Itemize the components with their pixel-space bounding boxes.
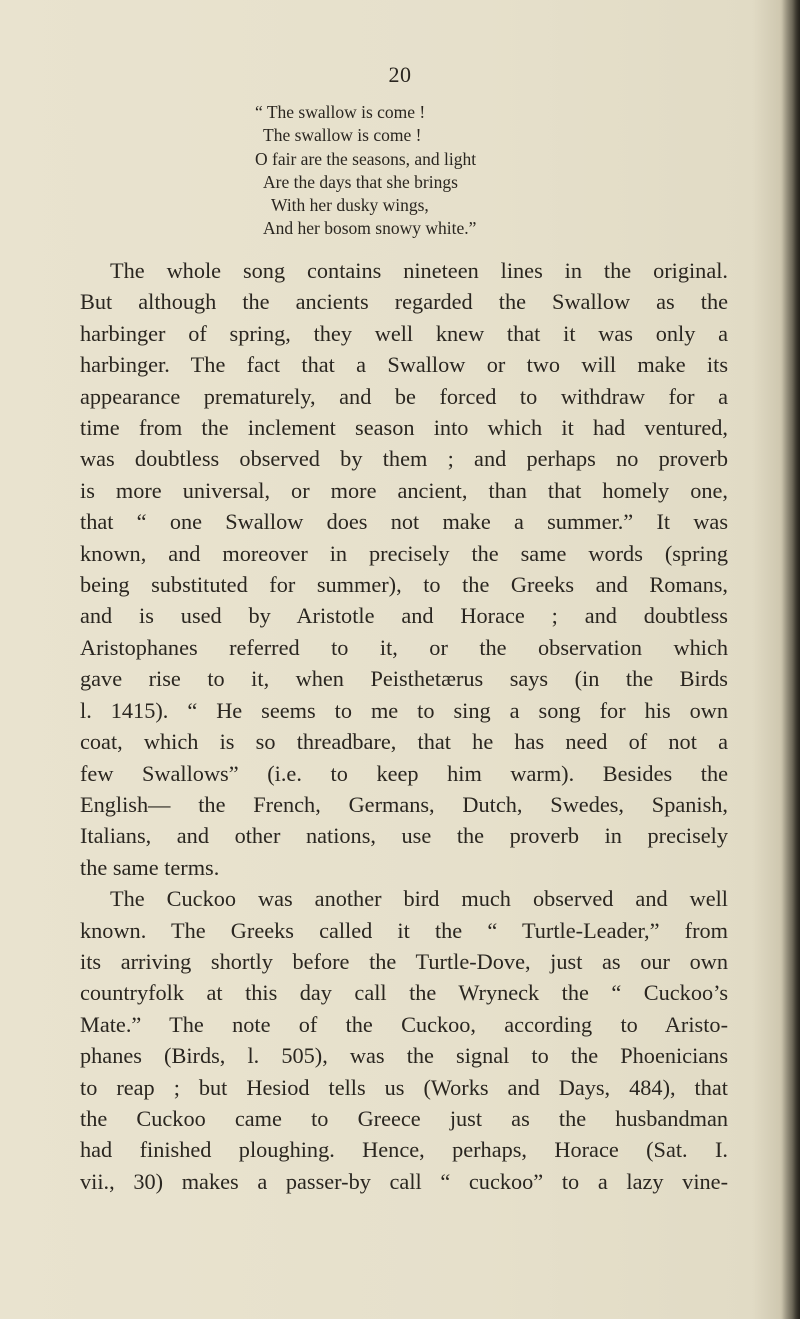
text-line: the Cuckoo came to Greece just as the husbandman [80, 1105, 728, 1131]
text-line: that “ one Swallow does not make a summer.” It was [80, 509, 728, 535]
poem-line: And her bosom snowy white.” [263, 218, 477, 239]
text-line: appearance prematurely, and be forced to withdraw for a [80, 383, 728, 409]
text-line: The Cuckoo was another bird much observed and well [110, 886, 728, 912]
text-line: known, and moreover in precisely the same words (spring [80, 540, 728, 566]
text-line: But although the ancients regarded the Swallow as the [80, 289, 728, 315]
text-line: vii., 30) makes a passer-by call “ cuckoo” to a lazy vine- [80, 1168, 728, 1194]
paragraph [80, 255, 728, 883]
text-line: was doubtless observed by them ; and perhaps no proverb [80, 446, 728, 472]
text-line: Italians, and other nations, use the proverb in precisely [80, 823, 728, 849]
body-text [80, 255, 728, 1197]
text-line: to reap ; but Hesiod tells us (Works and Days, 484), that [80, 1074, 728, 1100]
text-line: had finished ploughing. Hence, perhaps, Horace (Sat. I. [80, 1137, 728, 1163]
text-line: phanes (Birds, l. 505), was the signal to the Phoenicians [80, 1043, 728, 1069]
poem-line: The swallow is come ! [263, 125, 422, 146]
text-line: Mate.” The note of the Cuckoo, according to Aristo- [80, 1011, 728, 1037]
poem-line: “ The swallow is come ! [255, 102, 426, 122]
text-line: English— the French, Germans, Dutch, Swedes, Spanish, [80, 791, 728, 817]
poem-line: With her dusky wings, [271, 195, 429, 216]
page-number: 20 [388, 62, 412, 87]
text-line: gave rise to it, when Peisthetærus says (in the Birds [80, 666, 728, 692]
text-line: being substituted for summer), to the Greeks and Romans, [80, 572, 728, 598]
text-line: Aristophanes referred to it, or the observation which [80, 634, 728, 660]
text-line: its arriving shortly before the Turtle-Dove, just as our own [80, 948, 728, 974]
text-line: known. The Greeks called it the “ Turtle-Leader,” from [80, 917, 728, 943]
poem-line: O fair are the seasons, and light [255, 148, 477, 169]
text-line: is more universal, or more ancient, than that homely one, [80, 477, 728, 503]
text-line: time from the inclement season into which it had ventured, [80, 415, 728, 441]
text-line: harbinger. The fact that a Swallow or two will make its [80, 352, 728, 378]
text-line: l. 1415). “ He seems to me to sing a song for his own [80, 697, 728, 723]
text-line: coat, which is so threadbare, that he has need of not a [80, 729, 728, 755]
poem-quotation [255, 101, 675, 241]
text-line: and is used by Aristotle and Horace ; and doubtless [80, 603, 728, 629]
text-line: The whole song contains nineteen lines in the original. [110, 258, 728, 283]
poem-line: Are the days that she brings [263, 171, 458, 192]
page-binding-shadow [782, 0, 800, 1319]
text-line: countryfolk at this day call the Wryneck the “ Cuckoo’s [80, 980, 728, 1006]
text-line: harbinger of spring, they well knew that it was only a [80, 320, 728, 346]
text-line: few Swallows” (i.e. to keep him warm). Besides the [80, 760, 728, 786]
text-line: the same terms. [80, 854, 220, 880]
paragraph [80, 883, 728, 1197]
